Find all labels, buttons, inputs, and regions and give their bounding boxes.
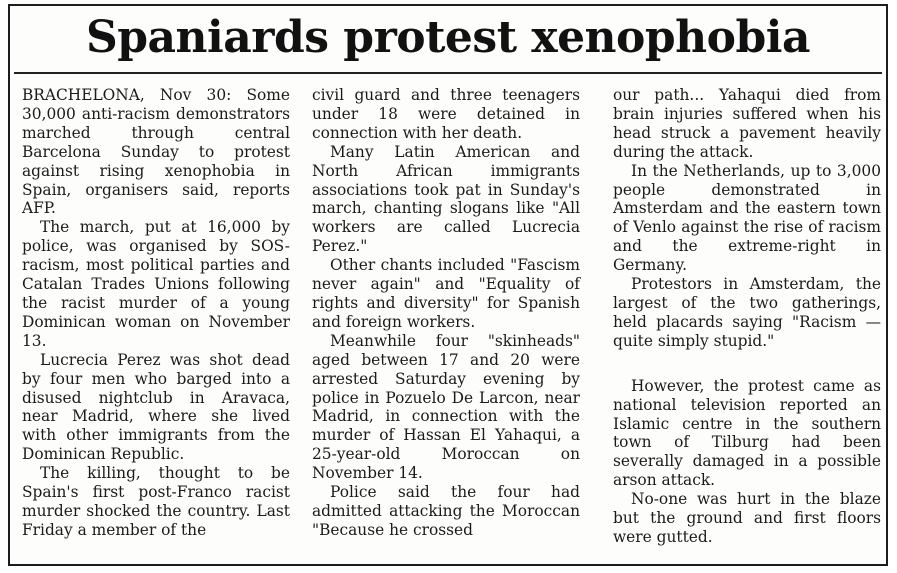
paragraph: our path... Yahaqui died from brain injuries suffered when his head struck a pavement heavily during the attack. [613,86,881,161]
paragraph: Meanwhile four "skinheads" aged between 17 and 20 were arrested Saturday evening by police in Pozuelo De Larcon, near Madrid, in connection with the murder of Hassan El Yahaqui, a 25-year-old Moroccan on November 14. [312,331,580,483]
paragraph: Many Latin American and North African immigrants associations took pat in Sunday's march, chanting slogans like "All workers are called Lucrecia Perez." [312,142,580,256]
paragraph: However, the protest came as national television reported an Islamic centre in the southern town of Tilburg had been severally damaged in a possible arson attack. [613,376,881,490]
paragraph: Police said the four had admitted attacking the Moroccan "Because he crossed [312,483,580,539]
column-2 [312,86,580,540]
paragraph: Protestors in Amsterdam, the largest of the two gatherings, held placards saying "Racism — quite simply stupid." [613,275,881,350]
paragraph: In the Netherlands, up to 3,000 people demonstrated in Amsterdam and the eastern town of Venlo against the rise of racism and the extreme-right in Germany. [613,161,881,275]
column-3 [613,86,881,547]
paragraph: BRACHELONA, Nov 30: Some 30,000 anti-racism demonstrators marched through central Barcelona Sunday to protest against rising xenophobia in Spain, organisers said, reports AFP. [22,86,290,218]
newspaper-clipping [8,4,888,566]
paragraph: The march, put at 16,000 by police, was organised by SOS-racism, most political parties and Catalan Trades Unions following the racist murder of a young Dominican woman on November 13. [22,218,290,350]
paragraph: Lucrecia Perez was shot dead by four men who barged into a disused nightclub in Aravaca, near Madrid, where she lived with other immigrants from the Dominican Republic. [22,350,290,464]
headline-rule [14,72,882,74]
paragraph: civil guard and three teenagers under 18 were detained in connection with her death. [312,86,580,142]
paragraph: Other chants included "Fascism never again" and "Equality of rights and diversity" for Spanish and foreign workers. [312,256,580,331]
paragraph: The killing, thought to be Spain's first post-Franco racist murder shocked the country. Last Friday a member of the [22,464,290,539]
paragraph: No-one was hurt in the blaze but the ground and first floors were gutted. [613,490,881,546]
headline: Spaniards protest xenophobia [86,12,810,63]
column-1 [22,86,290,540]
column-gap [613,351,881,377]
